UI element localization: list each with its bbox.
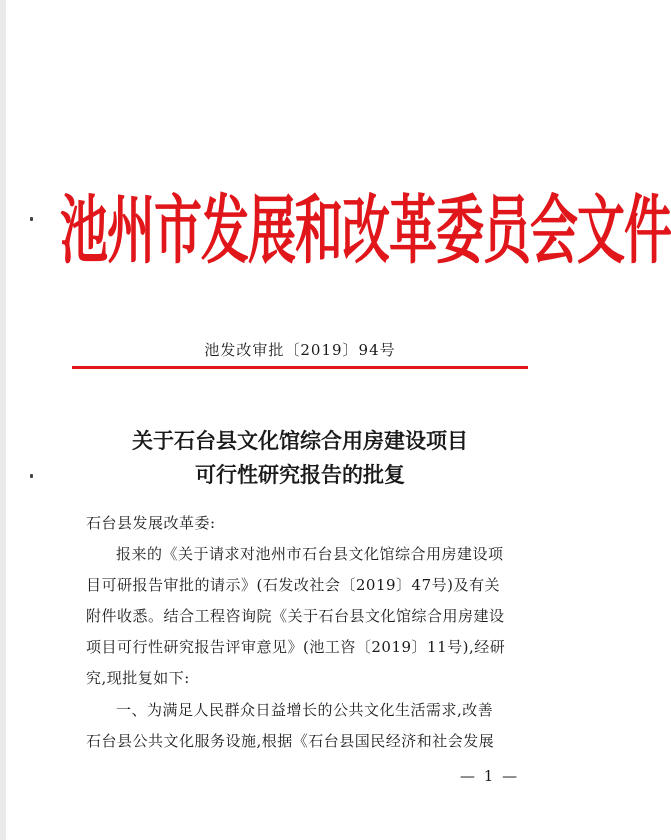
paragraph-line: 究,现批复如下: [86,669,190,687]
red-divider-line [72,366,528,369]
paragraph-line: 附件收悉。结合工程咨询院《关于石台县文化馆综合用房建设 [86,607,505,625]
paragraph-1 [86,539,526,694]
subject-line-1: 关于石台县文化馆综合用房建设项目 [132,428,468,453]
document-subject [0,424,600,492]
document-number: 池发改审批〔2019〕94号 [204,341,396,359]
binding-mark [30,217,33,221]
paragraph-2 [86,695,526,757]
addressee: 石台县发展改革委: [86,514,216,532]
scan-edge [0,0,6,840]
paragraph-line: 一、为满足人民群众日益增长的公共文化生活需求,改善 [116,701,494,719]
paragraph-line: 目可研报告审批的请示》(石发改社会〔2019〕47号)及有关 [86,576,500,594]
paragraph-line: 石台县公共文化服务设施,根据《石台县国民经济和社会发展 [86,732,495,750]
paragraph-line: 项目可行性研究报告评审意见》(池工咨〔2019〕11号),经研 [86,638,506,656]
issuer-header-title: 池州市发展和改革委员会文件 [60,188,671,275]
paragraph-line: 报来的《关于请求对池州市石台县文化馆综合用房建设项 [116,545,504,563]
subject-line-2: 可行性研究报告的批复 [195,462,405,487]
page-number: — 1 — [460,767,520,785]
